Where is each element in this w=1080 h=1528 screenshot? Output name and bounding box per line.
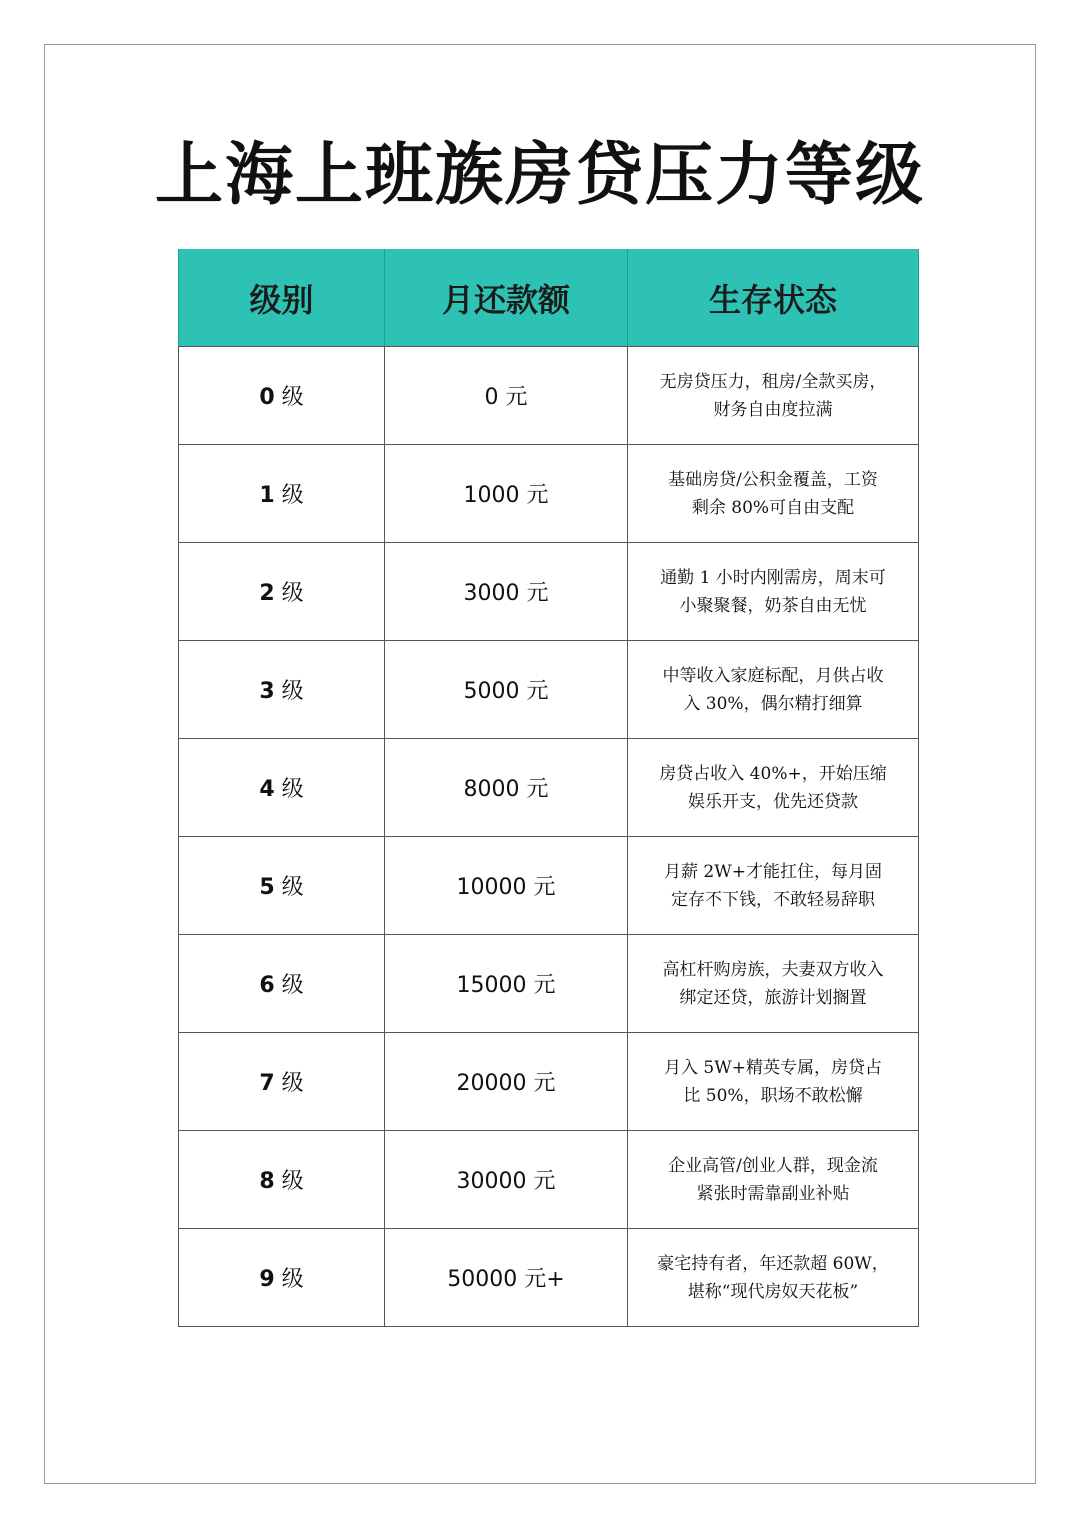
header-living-status: 生存状态 bbox=[628, 249, 919, 347]
status-line: 月入 5W+精英专属，房贷占 bbox=[664, 1057, 882, 1078]
monthly-payment-cell: 30000 元 bbox=[385, 1131, 628, 1229]
living-status-cell bbox=[628, 347, 919, 445]
status-line: 入 30%，偶尔精打细算 bbox=[683, 693, 863, 714]
status-line: 绑定还贷，旅游计划搁置 bbox=[679, 987, 867, 1008]
status-line: 房贷占收入 40%+，开始压缩 bbox=[659, 763, 887, 784]
table-row bbox=[179, 837, 919, 935]
level-unit: 级 bbox=[274, 679, 304, 704]
level-number: 1 bbox=[259, 483, 275, 508]
status-line: 紧张时需靠副业补贴 bbox=[696, 1183, 850, 1204]
monthly-payment-cell: 5000 元 bbox=[385, 641, 628, 739]
level-number: 3 bbox=[259, 679, 275, 704]
header-level: 级别 bbox=[179, 249, 385, 347]
level-number: 9 bbox=[259, 1267, 275, 1292]
level-number: 2 bbox=[259, 581, 275, 606]
monthly-payment-cell: 3000 元 bbox=[385, 543, 628, 641]
table-row bbox=[179, 739, 919, 837]
table-row bbox=[179, 1229, 919, 1327]
mortgage-pressure-table bbox=[178, 249, 919, 1327]
status-line: 娱乐开支，优先还贷款 bbox=[688, 791, 858, 812]
status-line: 小聚聚餐，奶茶自由无忧 bbox=[679, 595, 867, 616]
monthly-payment-cell: 10000 元 bbox=[385, 837, 628, 935]
status-line: 财务自由度拉满 bbox=[713, 399, 833, 420]
living-status-cell bbox=[628, 739, 919, 837]
level-cell bbox=[179, 347, 385, 445]
level-cell bbox=[179, 641, 385, 739]
level-number: 4 bbox=[259, 777, 275, 802]
living-status-cell bbox=[628, 445, 919, 543]
header-monthly-payment: 月还款额 bbox=[385, 249, 628, 347]
monthly-payment-cell: 15000 元 bbox=[385, 935, 628, 1033]
table-row bbox=[179, 641, 919, 739]
living-status-cell bbox=[628, 641, 919, 739]
level-cell bbox=[179, 1131, 385, 1229]
status-line: 比 50%，职场不敢松懈 bbox=[683, 1085, 863, 1106]
monthly-payment-cell: 20000 元 bbox=[385, 1033, 628, 1131]
level-cell bbox=[179, 1033, 385, 1131]
table-row bbox=[179, 1131, 919, 1229]
level-number: 7 bbox=[259, 1071, 275, 1096]
table-row bbox=[179, 1033, 919, 1131]
status-line: 无房贷压力，租房/全款买房， bbox=[659, 371, 887, 392]
monthly-payment-cell: 0 元 bbox=[385, 347, 628, 445]
level-cell bbox=[179, 1229, 385, 1327]
level-unit: 级 bbox=[274, 1071, 304, 1096]
table-row bbox=[179, 347, 919, 445]
level-cell bbox=[179, 445, 385, 543]
table-row bbox=[179, 935, 919, 1033]
level-unit: 级 bbox=[274, 581, 304, 606]
status-line: 定存不下钱，不敢轻易辞职 bbox=[671, 889, 875, 910]
level-number: 8 bbox=[259, 1169, 275, 1194]
level-unit: 级 bbox=[274, 1267, 304, 1292]
living-status-cell bbox=[628, 837, 919, 935]
level-number: 6 bbox=[259, 973, 275, 998]
level-number: 5 bbox=[259, 875, 275, 900]
page-title: 上海上班族房贷压力等级 bbox=[154, 135, 925, 215]
monthly-payment-cell: 50000 元+ bbox=[385, 1229, 628, 1327]
level-cell bbox=[179, 543, 385, 641]
living-status-cell bbox=[628, 1033, 919, 1131]
level-cell bbox=[179, 837, 385, 935]
status-line: 高杠杆购房族，夫妻双方收入 bbox=[662, 959, 884, 980]
level-unit: 级 bbox=[274, 385, 304, 410]
level-unit: 级 bbox=[274, 777, 304, 802]
status-line: 企业高管/创业人群，现金流 bbox=[668, 1155, 878, 1176]
level-unit: 级 bbox=[274, 483, 304, 508]
level-cell bbox=[179, 739, 385, 837]
living-status-cell bbox=[628, 1131, 919, 1229]
status-line: 月薪 2W+才能扛住，每月固 bbox=[664, 861, 882, 882]
table-header-row bbox=[179, 249, 919, 347]
status-line: 剩余 80%可自由支配 bbox=[691, 497, 855, 518]
level-unit: 级 bbox=[274, 973, 304, 998]
level-unit: 级 bbox=[274, 1169, 304, 1194]
status-line: 豪宅持有者，年还款超 60W， bbox=[657, 1253, 889, 1274]
level-number: 0 bbox=[259, 385, 275, 410]
status-line: 基础房贷/公积金覆盖，工资 bbox=[668, 469, 878, 490]
status-line: 堪称“现代房奴天花板” bbox=[687, 1281, 859, 1302]
living-status-cell bbox=[628, 543, 919, 641]
status-line: 中等收入家庭标配，月供占收 bbox=[662, 665, 884, 686]
monthly-payment-cell: 1000 元 bbox=[385, 445, 628, 543]
level-cell bbox=[179, 935, 385, 1033]
living-status-cell bbox=[628, 935, 919, 1033]
level-unit: 级 bbox=[274, 875, 304, 900]
table-row bbox=[179, 445, 919, 543]
living-status-cell bbox=[628, 1229, 919, 1327]
status-line: 通勤 1 小时内刚需房，周末可 bbox=[660, 567, 886, 588]
table-row bbox=[179, 543, 919, 641]
monthly-payment-cell: 8000 元 bbox=[385, 739, 628, 837]
